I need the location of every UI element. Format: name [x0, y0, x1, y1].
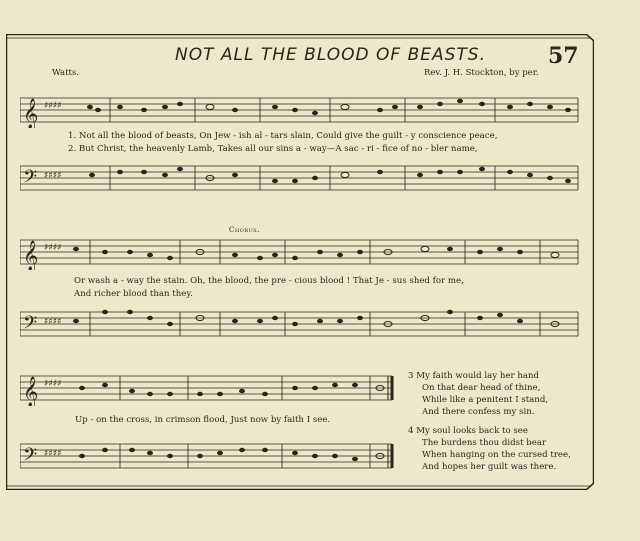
verse-4 — [408, 425, 571, 473]
verse-3 — [408, 370, 548, 418]
bass-staff-system-3 — [20, 440, 400, 474]
hymn-title: NOT ALL THE BLOOD OF BEASTS. — [175, 45, 487, 65]
bass-staff-system-1 — [20, 162, 580, 196]
svg-text:𝄞: 𝄞 — [23, 377, 39, 406]
treble-staff-system-2 — [20, 236, 580, 270]
svg-text:♯♯♯♯: ♯♯♯♯ — [44, 101, 62, 111]
verse-4-line-3: When hanging on the cursed tree, — [422, 450, 571, 460]
svg-text:♯♯♯♯: ♯♯♯♯ — [44, 317, 62, 327]
corner-ornament-top-right — [586, 34, 594, 41]
bass-clef-icon: 𝄢 — [23, 167, 38, 192]
svg-text:♯♯♯♯: ♯♯♯♯ — [44, 379, 62, 389]
verse-4-line-2: The burdens thou didst bear — [422, 438, 547, 448]
verse-3-line-3: While like a penitent I stand, — [422, 395, 549, 405]
lyric-line-verse-2: 2. But Christ, the heavenly Lamb, Takes all our sins a - way—A sac - ri - fice of no - bler name, — [68, 144, 478, 154]
chorus-label: Chorus. — [229, 226, 260, 234]
lyric-line-system-3: Up - on the cross, in crimson flood, Just now by faith I see. — [75, 415, 331, 425]
lyric-line-verse-1: 1. Not all the blood of beasts, On Jew - ish al - tars slain, Could give the guilt - y conscience peace, — [68, 131, 498, 141]
arranger-credit: Rev. J. H. Stockton, by per. — [424, 68, 539, 78]
verse-4-line-1: 4 My soul looks back to see — [408, 426, 528, 436]
lyric-line-chorus: Or wash a - way the stain. Oh, the blood, the pre - cious blood ! That Je - sus shed for me, — [74, 276, 464, 286]
svg-text:𝄢: 𝄢 — [23, 313, 38, 338]
treble-clef-icon: 𝄞 — [23, 99, 39, 128]
composer-credit: Watts. — [52, 68, 79, 78]
svg-text:♯♯♯♯: ♯♯♯♯ — [44, 243, 62, 253]
verse-4-line-4: And hopes her guilt was there. — [422, 462, 557, 472]
svg-text:♯♯♯♯: ♯♯♯♯ — [44, 171, 62, 181]
verse-3-line-4: And there confess my sin. — [422, 407, 535, 417]
treble-staff-system-1 — [20, 94, 580, 128]
bass-staff-system-2 — [20, 308, 580, 342]
svg-text:𝄞: 𝄞 — [23, 241, 39, 270]
svg-text:♯♯♯♯: ♯♯♯♯ — [44, 449, 62, 459]
verse-3-line-1: 3 My faith would lay her hand — [408, 371, 540, 381]
treble-staff-system-3 — [20, 372, 400, 406]
lyric-line-verse-2b: And richer blood than they. — [74, 289, 193, 299]
svg-text:𝄢: 𝄢 — [23, 445, 38, 470]
verse-3-line-2: On that dear head of thine, — [422, 383, 541, 393]
page-number: 57 — [548, 43, 579, 69]
